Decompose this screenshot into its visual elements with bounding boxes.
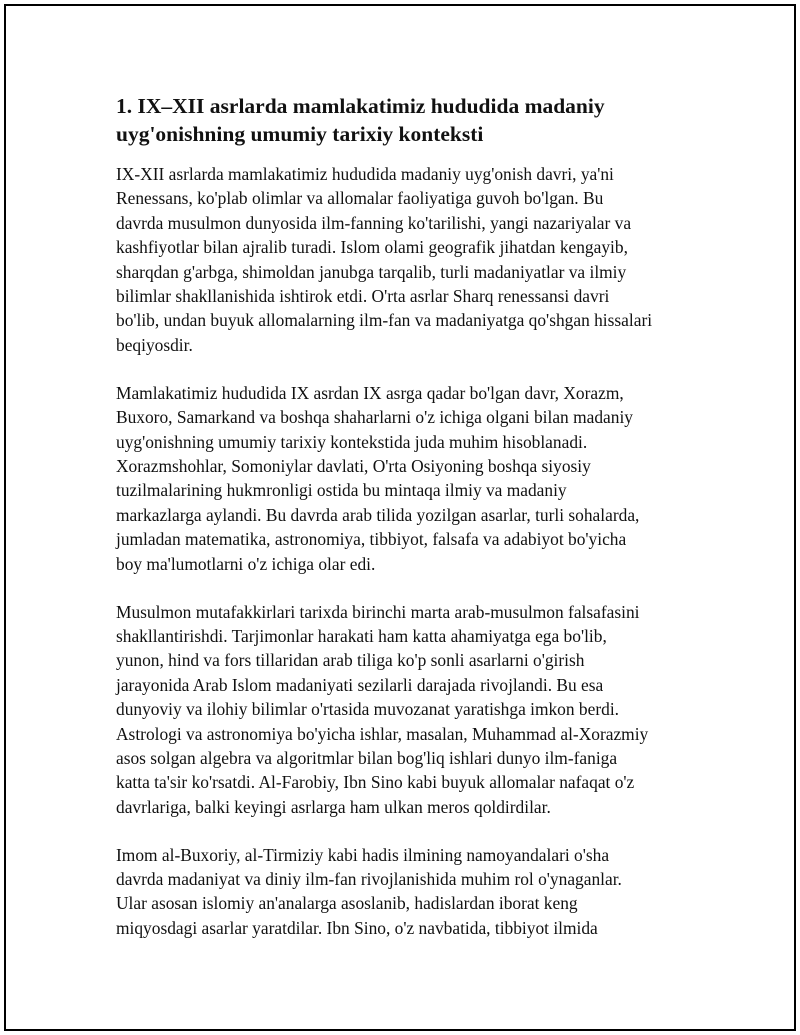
paragraph-4 (116, 843, 701, 941)
text-line: Imom al-Buxoriy, al-Tirmiziy kabi hadis ilmining namoyandalari o'sha (116, 844, 610, 865)
text-line: davrda madaniyat va diniy ilm-fan rivojlanishida muhim rol o'ynaganlar. (116, 869, 622, 890)
text-line: bilimlar shakllanishida ishtirok etdi. O'rta asrlar Sharq renessansi davri (116, 286, 610, 307)
text-line: sharqdan g'arbga, shimoldan janubga tarqalib, turli madaniyatlar va ilmiy (116, 261, 627, 282)
text-line: yunon, hind va fors tillaridan arab tiliga ko'p sonli asarlarni o'girish (116, 650, 585, 671)
heading-line: 1. IX–XII asrlarda mamlakatimiz hududida madaniy (116, 94, 605, 118)
paragraph-3 (116, 600, 701, 820)
text-line: Buxoro, Samarkand va boshqa shaharlarni o'z ichiga olgani bilan madaniy (116, 407, 633, 428)
text-line: kashfiyotlar bilan ajralib turadi. Islom olami geografik jihatdan kengayib, (116, 237, 628, 258)
text-line: davrda musulmon dunyosida ilm-fanning ko'tarilishi, yangi nazariyalar va (116, 212, 632, 233)
text-line: shakllantirishdi. Tarjimonlar harakati ham katta ahamiyatga ega bo'lib, (116, 625, 607, 646)
paragraph-1 (116, 162, 701, 357)
text-line: boy ma'lumotlarni o'z ichiga olar edi. (116, 553, 376, 574)
text-line: IX-XII asrlarda mamlakatimiz hududida madaniy uyg'onish davri, ya'ni (116, 164, 614, 184)
text-line: davrlariga, balki keyingi asrlarga ham ulkan meros qoldirdilar. (116, 796, 551, 817)
text-line: beqiyosdir. (116, 334, 193, 355)
text-line: tuzilmalarining hukmronligi ostida bu mintaqa ilmiy va madaniy (116, 480, 567, 501)
text-line: katta ta'sir ko'rsatdi. Al-Farobiy, Ibn Sino kabi buyuk allomalar nafaqat o'z (116, 772, 635, 793)
text-line: jumladan matematika, astronomiya, tibbiyot, falsafa va adabiyot bo'yicha (116, 529, 627, 550)
text-line: Xorazmshohlar, Somoniylar davlati, O'rta Osiyoning boshqa siyosiy (116, 455, 591, 476)
text-line: Ular asosan islomiy an'analarga asoslanib, hadislardan iborat keng (116, 893, 578, 914)
text-line: miqyosdagi asarlar yaratdilar. Ibn Sino, o'z navbatida, tibbiyot ilmida (116, 917, 598, 938)
paragraph-2 (116, 381, 701, 576)
text-line: Musulmon mutafakkirlari tarixda birinchi marta arab-musulmon falsafasini (116, 601, 640, 622)
text-line: Astrologi va astronomiya bo'yicha ishlar, masalan, Muhammad al-Xorazmiy (116, 723, 649, 744)
heading-line: uyg'onishning umumiy tarixiy konteksti (116, 122, 484, 146)
text-line: markazlarga aylandi. Bu davrda arab tilida yozilgan asarlar, turli sohalarda, (116, 504, 640, 525)
text-line: asos solgan algebra va algoritmlar bilan bog'liq ishlari dunyo ilm-faniga (116, 747, 618, 768)
text-line: Renessans, ko'plab olimlar va allomalar faoliyatiga guvoh bo'lgan. Bu (116, 188, 604, 209)
text-line: uyg'onishning umumiy tarixiy kontekstida juda muhim hisoblanadi. (116, 431, 588, 452)
text-line: jarayonida Arab Islom madaniyati sezilarli darajada rivojlandi. Bu esa (116, 674, 604, 695)
section-heading (116, 92, 701, 148)
document-body (116, 92, 701, 964)
text-line: bo'lib, undan buyuk allomalarning ilm-fan va madaniyatga qo'shgan hissalari (116, 310, 653, 331)
text-line: Mamlakatimiz hududida IX asrdan IX asrga qadar bo'lgan davr, Xorazm, (116, 382, 624, 403)
text-line: dunyoviy va ilohiy bilimlar o'rtasida muvozanat yaratishga imkon berdi. (116, 699, 620, 720)
